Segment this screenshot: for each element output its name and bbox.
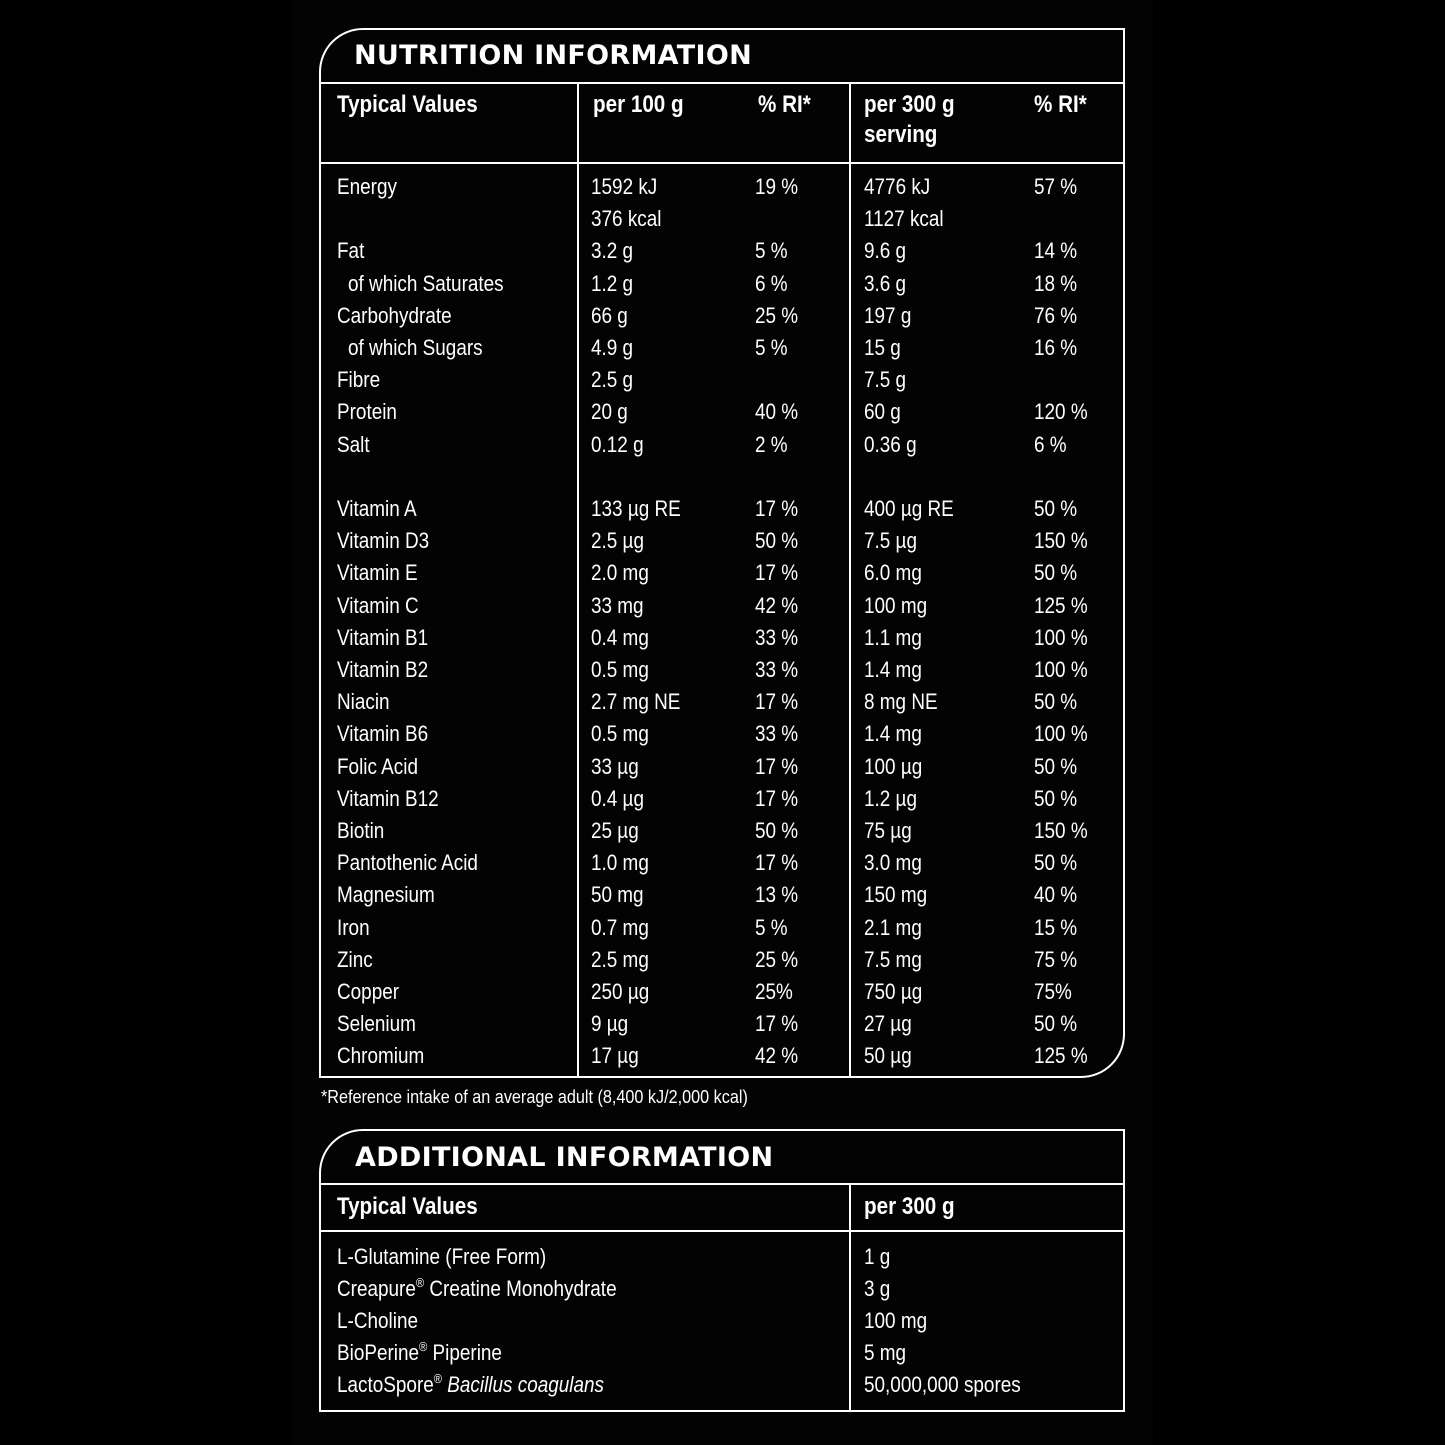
value-per-100g: 2.5 g bbox=[591, 367, 634, 393]
value-per-100g: 2.5 µg bbox=[591, 528, 644, 554]
nutrient-name: Zinc bbox=[337, 946, 373, 972]
ingredient-name: Piperine bbox=[427, 1340, 502, 1365]
nutrient-name: Folic Acid bbox=[337, 753, 418, 779]
additional-row-label: L-Glutamine (Free Form) bbox=[337, 1244, 547, 1269]
value-per-100g: 3.2 g bbox=[591, 238, 634, 264]
value-per-300g: 3.6 g bbox=[864, 270, 907, 296]
ri-per-300g: 40 % bbox=[1034, 882, 1078, 908]
value-per-100g: 50 mg bbox=[591, 882, 644, 908]
nutrient-name: Energy bbox=[337, 174, 397, 199]
ri-per-100g: 17 % bbox=[755, 850, 799, 876]
ri-per-300g: 100 % bbox=[1034, 721, 1088, 747]
ri-per-100g: 25 % bbox=[755, 946, 799, 972]
header-ri-100g: % RI* bbox=[758, 91, 811, 118]
ri-per-300g: 50 % bbox=[1034, 1011, 1078, 1037]
ri-per-100g: 25 % bbox=[755, 302, 799, 328]
value-per-300g: 15 g bbox=[864, 335, 901, 360]
value-per-300g: 1.4 mg bbox=[864, 721, 922, 747]
nutrient-name: Vitamin B1 bbox=[337, 624, 429, 650]
ri-per-300g: 57 % bbox=[1034, 174, 1078, 199]
value-per-300g: 400 µg RE bbox=[864, 496, 954, 521]
value-per-100g: 4.9 g bbox=[591, 335, 634, 360]
ri-per-300g: 50 % bbox=[1034, 850, 1078, 876]
ingredient-name: Bacillus coagulans bbox=[442, 1372, 605, 1397]
ri-per-300g: 150 % bbox=[1034, 528, 1088, 554]
value-per-300g: 7.5 g bbox=[864, 367, 907, 393]
value-per-100g: 0.7 mg bbox=[591, 914, 649, 940]
value-per-100g: 0.4 µg bbox=[591, 785, 644, 811]
nutrient-name: Vitamin D3 bbox=[337, 528, 430, 554]
value-per-100g: 133 µg RE bbox=[591, 496, 681, 521]
nutrient-name: Vitamin B2 bbox=[337, 657, 429, 682]
additional-row-value: 5 mg bbox=[864, 1340, 907, 1365]
value-per-100g: 20 g bbox=[591, 399, 628, 425]
ri-per-100g: 5 % bbox=[755, 238, 788, 264]
nutrient-name: Vitamin E bbox=[337, 560, 418, 586]
value-per-100g: 33 µg bbox=[591, 753, 639, 779]
nutrient-name: Protein bbox=[337, 399, 397, 425]
nutrient-name: Vitamin C bbox=[337, 592, 419, 618]
additional-header-per-300g: per 300 g bbox=[864, 1193, 955, 1220]
ri-per-300g: 6 % bbox=[1034, 431, 1067, 457]
brand-name: Creapure bbox=[337, 1276, 416, 1301]
nutrient-name: Selenium bbox=[337, 1011, 416, 1037]
additional-row-value: 1 g bbox=[864, 1244, 891, 1269]
nutrient-name: Iron bbox=[337, 914, 370, 940]
value-per-100g: 9 µg bbox=[591, 1011, 629, 1037]
value-per-300g: 1.4 mg bbox=[864, 657, 922, 682]
header-ri-300g: % RI* bbox=[1034, 91, 1087, 118]
nutrition-col-divider-2 bbox=[849, 84, 851, 1076]
header-per-100g: per 100 g bbox=[593, 91, 684, 118]
nutrient-name: Vitamin A bbox=[337, 496, 417, 521]
nutrition-header-rule bbox=[321, 162, 1123, 164]
ri-per-100g: 33 % bbox=[755, 721, 799, 747]
ri-per-300g: 18 % bbox=[1034, 270, 1078, 296]
header-serving: serving bbox=[864, 121, 938, 148]
nutrition-title: NUTRITION INFORMATION bbox=[354, 40, 752, 71]
registered-mark: ® bbox=[415, 1275, 425, 1290]
value-per-100g: 25 µg bbox=[591, 818, 639, 843]
additional-row-value: 100 mg bbox=[864, 1308, 928, 1333]
ri-per-100g: 5 % bbox=[755, 335, 788, 360]
ri-per-100g: 19 % bbox=[755, 174, 799, 199]
value-per-300g: 50 µg bbox=[864, 1043, 912, 1069]
ri-per-300g: 50 % bbox=[1034, 785, 1078, 811]
additional-row-label bbox=[337, 1339, 502, 1365]
value-per-100g: 2.7 mg NE bbox=[591, 689, 681, 715]
nutrient-name: Chromium bbox=[337, 1043, 425, 1069]
additional-row-value: 50,000,000 spores bbox=[864, 1372, 1021, 1397]
nutrition-col-divider-1 bbox=[577, 84, 579, 1076]
ri-per-300g: 50 % bbox=[1034, 753, 1078, 779]
value-per-300g: 4776 kJ bbox=[864, 174, 931, 199]
value-per-300g: 27 µg bbox=[864, 1011, 912, 1037]
ri-per-100g: 40 % bbox=[755, 399, 799, 425]
nutrient-name: Niacin bbox=[337, 689, 390, 715]
ri-per-300g: 125 % bbox=[1034, 1043, 1088, 1069]
nutrition-table-frame bbox=[319, 28, 1125, 1078]
value-per-300g: 7.5 mg bbox=[864, 946, 922, 972]
header-typical-values: Typical Values bbox=[337, 91, 478, 118]
additional-header-typical: Typical Values bbox=[337, 1193, 478, 1220]
ri-per-300g: 120 % bbox=[1034, 399, 1088, 425]
ri-per-300g: 75 % bbox=[1034, 946, 1078, 972]
nutrient-name: Carbohydrate bbox=[337, 302, 452, 328]
value-per-100g: 0.12 g bbox=[591, 431, 644, 457]
value-per-300g: 150 mg bbox=[864, 882, 928, 908]
value-per-100g: 0.5 mg bbox=[591, 657, 649, 682]
ri-per-100g: 25% bbox=[755, 979, 793, 1004]
ri-per-300g: 76 % bbox=[1034, 302, 1078, 328]
ri-per-100g: 42 % bbox=[755, 1043, 799, 1069]
additional-title: ADDITIONAL INFORMATION bbox=[355, 1142, 774, 1173]
brand-name: BioPerine bbox=[337, 1340, 420, 1365]
value-per-100g: 1.0 mg bbox=[591, 850, 649, 876]
value-per-100g: 2.0 mg bbox=[591, 560, 649, 586]
ri-per-300g: 100 % bbox=[1034, 624, 1088, 650]
value-per-100g: 250 µg bbox=[591, 979, 650, 1004]
ri-per-100g: 17 % bbox=[755, 560, 799, 586]
value-per-300g: 100 mg bbox=[864, 592, 928, 618]
ri-per-100g: 33 % bbox=[755, 657, 799, 682]
nutrient-name: Vitamin B12 bbox=[337, 785, 439, 811]
value-per-300g: 60 g bbox=[864, 399, 901, 425]
value-per-300g: 1127 kcal bbox=[864, 206, 944, 232]
ri-per-300g: 150 % bbox=[1034, 818, 1088, 843]
ri-per-300g: 14 % bbox=[1034, 238, 1078, 264]
value-per-300g: 100 µg bbox=[864, 753, 923, 779]
ri-per-100g: 6 % bbox=[755, 270, 788, 296]
ri-per-300g: 16 % bbox=[1034, 335, 1078, 360]
value-per-100g: 376 kcal bbox=[591, 206, 662, 232]
additional-col-divider bbox=[849, 1185, 851, 1410]
value-per-300g: 2.1 mg bbox=[864, 914, 922, 940]
registered-mark: ® bbox=[433, 1371, 443, 1386]
nutrient-name: Salt bbox=[337, 431, 370, 457]
value-per-300g: 1.2 µg bbox=[864, 785, 917, 811]
nutrient-name: Biotin bbox=[337, 818, 385, 843]
nutrient-name: Vitamin B6 bbox=[337, 721, 429, 747]
value-per-300g: 8 mg NE bbox=[864, 689, 938, 715]
additional-header-rule bbox=[321, 1230, 1123, 1232]
ri-per-300g: 50 % bbox=[1034, 496, 1078, 521]
ri-per-100g: 42 % bbox=[755, 592, 799, 618]
nutrition-title-rule bbox=[321, 82, 1123, 84]
ri-per-300g: 125 % bbox=[1034, 592, 1088, 618]
value-per-300g: 7.5 µg bbox=[864, 528, 917, 554]
additional-row-label: L-Choline bbox=[337, 1308, 418, 1333]
registered-mark: ® bbox=[419, 1339, 428, 1354]
value-per-300g: 197 g bbox=[864, 302, 912, 328]
value-per-300g: 75 µg bbox=[864, 818, 912, 843]
value-per-100g: 33 mg bbox=[591, 592, 644, 618]
ri-per-100g: 50 % bbox=[755, 528, 799, 554]
ri-per-300g: 50 % bbox=[1034, 560, 1078, 586]
reference-intake-footnote: *Reference intake of an average adult (8,400 kJ/2,000 kcal) bbox=[321, 1087, 748, 1107]
ri-per-100g: 17 % bbox=[755, 785, 799, 811]
additional-title-rule bbox=[321, 1183, 1123, 1185]
ingredient-name: Creatine Monohydrate bbox=[424, 1276, 617, 1301]
additional-row-label bbox=[337, 1371, 605, 1397]
ri-per-300g: 50 % bbox=[1034, 689, 1078, 715]
ri-per-300g: 75% bbox=[1034, 979, 1072, 1004]
ri-per-100g: 17 % bbox=[755, 496, 799, 521]
additional-row-value: 3 g bbox=[864, 1276, 891, 1301]
ri-per-100g: 17 % bbox=[755, 1011, 799, 1037]
nutrient-name: Pantothenic Acid bbox=[337, 850, 478, 876]
value-per-100g: 2.5 mg bbox=[591, 946, 649, 972]
additional-row-label bbox=[337, 1275, 617, 1301]
value-per-300g: 9.6 g bbox=[864, 238, 907, 264]
nutrient-name: of which Sugars bbox=[348, 335, 483, 360]
nutrient-name: Magnesium bbox=[337, 882, 435, 908]
value-per-300g: 6.0 mg bbox=[864, 560, 922, 586]
ri-per-100g: 2 % bbox=[755, 431, 788, 457]
ri-per-100g: 5 % bbox=[755, 914, 788, 940]
ri-per-100g: 33 % bbox=[755, 624, 799, 650]
value-per-100g: 1.2 g bbox=[591, 270, 634, 296]
ri-per-300g: 100 % bbox=[1034, 657, 1088, 682]
nutrient-name: of which Saturates bbox=[348, 270, 504, 296]
ri-per-100g: 13 % bbox=[755, 882, 799, 908]
ri-per-100g: 17 % bbox=[755, 753, 799, 779]
value-per-100g: 66 g bbox=[591, 302, 628, 328]
header-per-300g: per 300 g bbox=[864, 91, 955, 118]
ri-per-100g: 50 % bbox=[755, 818, 799, 843]
value-per-100g: 0.5 mg bbox=[591, 721, 649, 747]
ri-per-100g: 17 % bbox=[755, 689, 799, 715]
brand-name: LactoSpore bbox=[337, 1372, 434, 1397]
value-per-300g: 3.0 mg bbox=[864, 850, 922, 876]
value-per-300g: 0.36 g bbox=[864, 431, 917, 457]
ri-per-300g: 15 % bbox=[1034, 914, 1078, 940]
value-per-300g: 750 µg bbox=[864, 979, 923, 1004]
value-per-100g: 17 µg bbox=[591, 1043, 639, 1069]
nutrient-name: Fat bbox=[337, 238, 365, 264]
nutrient-name: Copper bbox=[337, 979, 400, 1004]
value-per-300g: 1.1 mg bbox=[864, 624, 922, 650]
value-per-100g: 0.4 mg bbox=[591, 624, 649, 650]
nutrient-name: Fibre bbox=[337, 367, 381, 393]
value-per-100g: 1592 kJ bbox=[591, 174, 658, 199]
